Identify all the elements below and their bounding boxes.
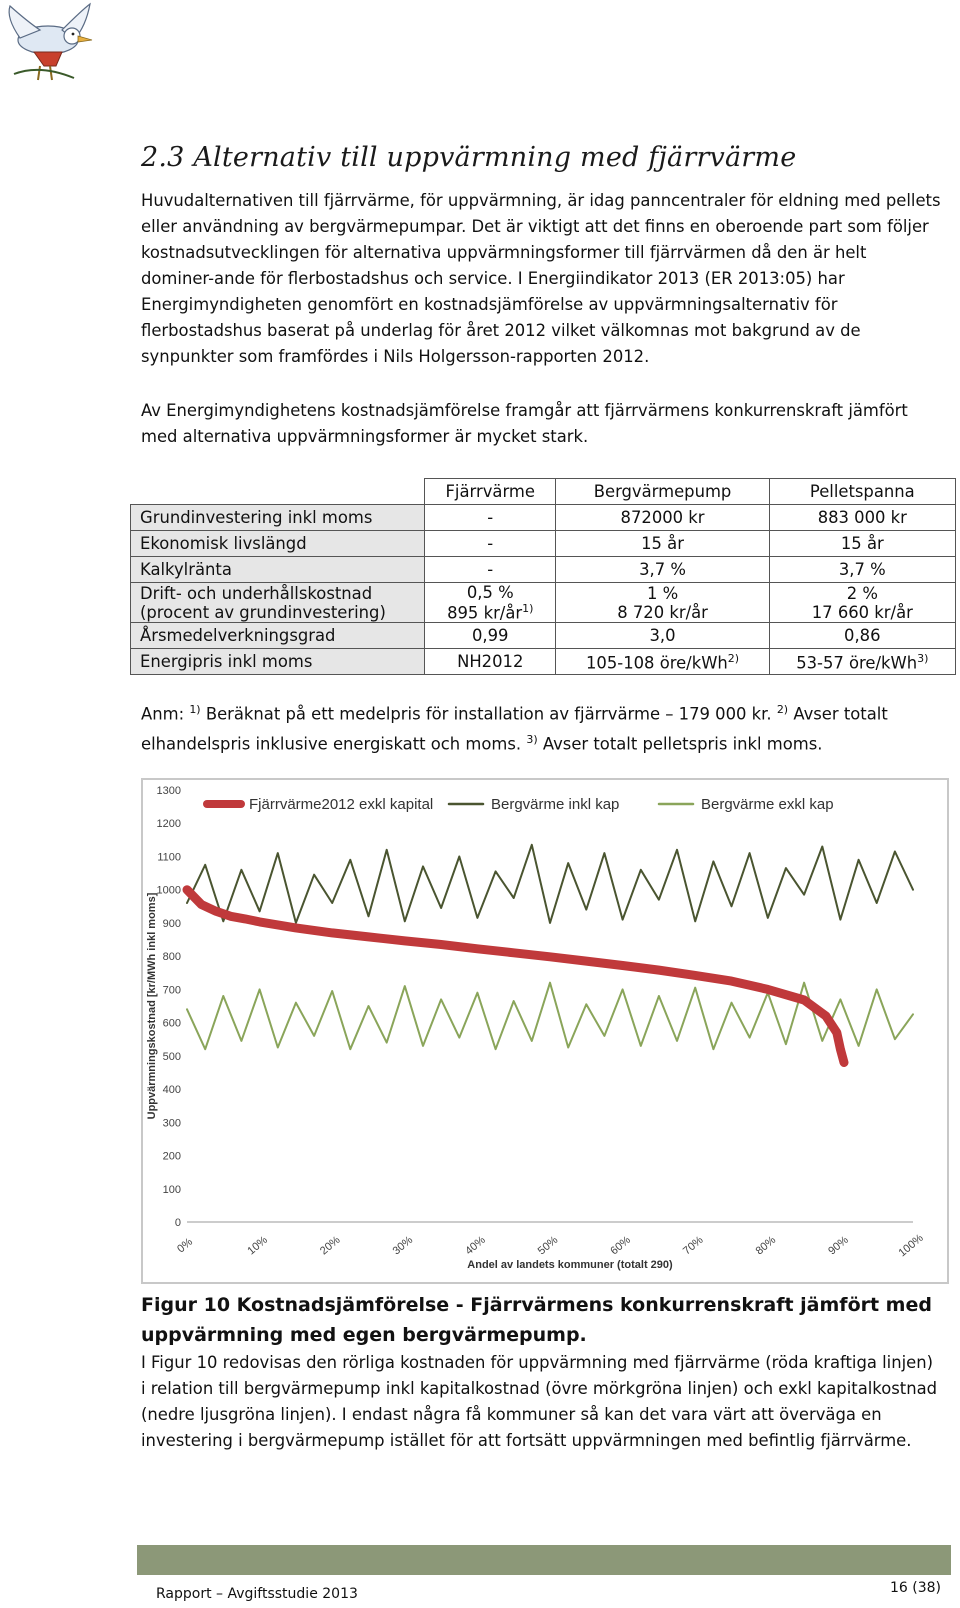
y-tick-label: 100 bbox=[162, 1183, 181, 1196]
legend-label: Fjärrvärme2012 exkl kapital bbox=[249, 796, 434, 813]
paragraph-intro: Huvudalternativen till fjärrvärme, för uppvärmning, är idag panncentraler för eldning med pellets eller användning av bergvärmepumpar. Det är viktigt att det finns en oberoende part som följer kostnadsutvecklingen för alternativa uppvärmningsformer till fjärrvärmen då den är helt dominer-ande för flerbostadshus och service. I Energiindikator 2013 (ER 2013:05) har Energimyndigheten genomfört en kostnadsjämförelse av uppvärmningsalternativ för flerbostadshus baserat på underlag för året 2012 vilket välkomnas mot bakgrund av de synpunkter som framfördes i Nils Holgersson-rapporten 2012. bbox=[141, 191, 941, 366]
series-line bbox=[187, 845, 913, 923]
cell-line: 895 kr/år bbox=[447, 603, 523, 623]
table-header: Pelletspanna bbox=[769, 479, 955, 505]
row-label-line: (procent av grundinvestering) bbox=[140, 602, 386, 622]
table-note bbox=[141, 697, 941, 758]
paragraph-figure-description: I Figur 10 redovisas den rörliga kostnaden för uppvärmning med fjärrvärme (röda kraftiga linjen) i relation till bergvärmepump inkl kapitalkostnad (övre mörkgröna linjen) och exkl kapitalkostnad (nedre ljusgröna linjen). I endast några få kommuner så kan det vara värt att överväga en investering i bergvärmepump istället för att fortsätt uppvärmningen med befintlig fjärrvärme. bbox=[141, 1353, 938, 1450]
y-tick-label: 400 bbox=[162, 1084, 181, 1097]
row-label-line: Drift- och underhållskostnad bbox=[140, 583, 373, 603]
footer-bar bbox=[137, 1545, 951, 1575]
table-cell bbox=[556, 649, 769, 675]
y-tick-label: 600 bbox=[162, 1017, 181, 1030]
x-tick-label: 80% bbox=[753, 1234, 779, 1258]
series-line bbox=[187, 890, 844, 1063]
table-cell: 3,0 bbox=[556, 623, 769, 649]
note-text: Beräknat på ett medelpris för installation av fjärrvärme – 179 000 kr. bbox=[200, 704, 777, 724]
note-prefix: Anm: bbox=[141, 704, 190, 724]
row-label: Ekonomisk livslängd bbox=[131, 531, 425, 557]
table-row bbox=[131, 649, 956, 675]
footnote-ref: 2) bbox=[776, 703, 789, 716]
x-axis-label: Andel av landets kommuner (totalt 290) bbox=[467, 1259, 673, 1271]
note-text: Avser totalt pelletspris inkl moms. bbox=[537, 734, 823, 754]
x-tick-label: 70% bbox=[680, 1234, 706, 1258]
cost-comparison-chart bbox=[141, 778, 949, 1284]
y-axis-label: Uppvärmningskostnad [kr/MWh inkl moms] bbox=[146, 892, 158, 1120]
cell-line: 2 % bbox=[846, 583, 878, 603]
table-corner bbox=[131, 479, 425, 505]
cost-comparison-table bbox=[130, 478, 956, 675]
y-tick-label: 1000 bbox=[156, 884, 181, 897]
table-row bbox=[131, 531, 956, 557]
y-tick-label: 900 bbox=[162, 917, 181, 930]
y-tick-label: 1100 bbox=[157, 851, 181, 864]
footer-page-number: 16 (38) bbox=[890, 1580, 942, 1596]
table-cell: 3,7 % bbox=[769, 557, 955, 583]
footnote-ref: 1) bbox=[189, 703, 201, 716]
y-tick-label: 500 bbox=[162, 1050, 181, 1063]
table-header: Fjärrvärme bbox=[425, 479, 556, 505]
footnote-ref: 2) bbox=[727, 651, 740, 665]
table-row bbox=[131, 583, 956, 623]
y-tick-label: 200 bbox=[162, 1150, 181, 1163]
row-label: Kalkylränta bbox=[131, 557, 425, 583]
note-text: Avser totalt elhandelspris inklusive energiskatt och moms. bbox=[141, 704, 888, 754]
table-row bbox=[131, 623, 956, 649]
x-tick-label: 20% bbox=[317, 1234, 343, 1258]
y-tick-label: 1300 bbox=[156, 785, 181, 797]
cell-line: 17 660 kr/år bbox=[811, 602, 913, 622]
table-row bbox=[131, 505, 956, 531]
section-heading: 2.3 Alternativ till uppvärmning med fjärrvärme bbox=[141, 142, 797, 173]
table-cell: 883 000 kr bbox=[769, 505, 955, 531]
x-tick-label: 100% bbox=[896, 1232, 926, 1260]
table-cell: - bbox=[425, 505, 556, 531]
table-cell bbox=[425, 583, 556, 623]
paragraph-summary: Av Energimyndighetens kostnadsjämförelse framgår att fjärrvärmens konkurrenskraft jämfört med alternativa uppvärmningsformer är mycket stark. bbox=[141, 401, 908, 446]
x-tick-label: 90% bbox=[826, 1234, 851, 1258]
footnote-ref: 1) bbox=[522, 602, 534, 615]
y-tick-label: 800 bbox=[162, 951, 181, 964]
x-tick-label: 50% bbox=[535, 1234, 561, 1258]
table-cell: 0,86 bbox=[769, 623, 955, 649]
x-tick-label: 30% bbox=[390, 1234, 416, 1258]
legend-label: Bergvärme inkl kap bbox=[491, 796, 620, 813]
table-cell: - bbox=[425, 557, 556, 583]
table-cell: 15 år bbox=[769, 531, 955, 557]
y-tick-label: 300 bbox=[162, 1117, 181, 1130]
y-tick-label: 1200 bbox=[156, 818, 181, 831]
footnote-ref: 3) bbox=[526, 733, 538, 747]
cell-line: 8 720 kr/år bbox=[617, 602, 708, 622]
row-label bbox=[131, 583, 425, 623]
y-tick-label: 0 bbox=[174, 1217, 181, 1229]
row-label: Årsmedelverkningsgrad bbox=[131, 623, 425, 649]
table-cell: 3,7 % bbox=[556, 557, 769, 583]
row-label: Energipris inkl moms bbox=[131, 649, 425, 675]
footer-report-title: Rapport – Avgiftsstudie 2013 bbox=[156, 1586, 358, 1602]
x-tick-label: 0% bbox=[175, 1235, 196, 1256]
figure-caption: Figur 10 Kostnadsjämförelse - Fjärrvärmens konkurrenskraft jämfört med uppvärmning med egen bergvärmepump. bbox=[141, 1294, 932, 1346]
table-cell: 0,99 bbox=[425, 623, 556, 649]
bird-logo-icon bbox=[0, 0, 100, 96]
cell-text: 53-57 öre/kWh bbox=[796, 653, 918, 673]
x-tick-label: 10% bbox=[245, 1234, 270, 1258]
table-row bbox=[131, 557, 956, 583]
table-cell: NH2012 bbox=[425, 649, 556, 675]
cell-line: 1 % bbox=[646, 583, 679, 603]
table-header-row bbox=[131, 479, 956, 505]
series-line bbox=[187, 983, 913, 1049]
table-cell: - bbox=[425, 531, 556, 557]
cell-line: 0,5 % bbox=[466, 583, 514, 602]
table-cell bbox=[769, 649, 955, 675]
table-cell bbox=[769, 583, 955, 623]
chart-svg bbox=[143, 780, 947, 1282]
row-label: Grundinvestering inkl moms bbox=[131, 505, 425, 531]
table-cell: 872000 kr bbox=[556, 505, 769, 531]
legend-label: Bergvärme exkl kap bbox=[701, 796, 834, 813]
table-cell: 15 år bbox=[556, 531, 769, 557]
x-tick-label: 60% bbox=[608, 1234, 633, 1258]
x-tick-label: 40% bbox=[463, 1234, 488, 1258]
table-cell bbox=[556, 583, 769, 623]
cell-text: 105-108 öre/kWh bbox=[586, 653, 728, 673]
table-header: Bergvärmepump bbox=[556, 479, 769, 505]
footnote-ref: 3) bbox=[917, 651, 929, 665]
y-tick-label: 700 bbox=[162, 984, 181, 997]
